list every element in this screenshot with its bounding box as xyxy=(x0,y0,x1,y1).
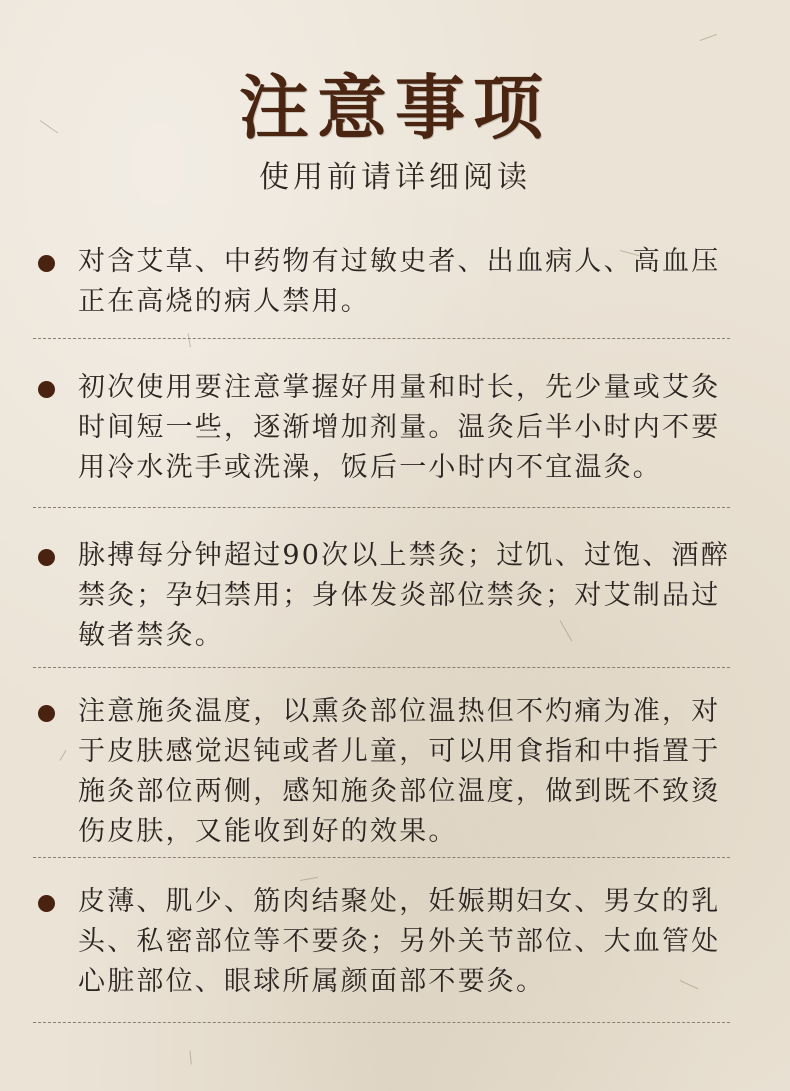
bullet-icon xyxy=(38,705,55,722)
notice-item xyxy=(38,882,738,1002)
paper-fiber xyxy=(700,34,717,41)
notice-text: 皮薄、肌少、筋肉结聚处，妊娠期妇女、男女的乳头、私密部位等不要灸；另外关节部位、大血管处心脏部位、眼球所属颜面部不要灸。 xyxy=(78,886,721,997)
notice-item xyxy=(38,368,738,488)
notice-text: 初次使用要注意掌握好用量和时长，先少量或艾灸时间短一些，逐渐增加剂量。温灸后半小时内不要用冷水洗手或洗澡，饭后一小时内不宜温灸。 xyxy=(78,372,721,483)
bullet-icon xyxy=(38,381,55,398)
page-subtitle: 使用前请详细阅读 xyxy=(259,160,531,195)
divider xyxy=(33,507,730,508)
bullet-icon xyxy=(38,895,55,912)
paper-fiber xyxy=(300,877,318,881)
bullet-icon xyxy=(38,255,55,272)
divider xyxy=(33,667,730,668)
notice-item xyxy=(38,242,738,322)
notice-item xyxy=(38,536,738,656)
notice-text: 注意施灸温度，以熏灸部位温热但不灼痛为准，对于皮肤感觉迟钝或者儿童，可以用食指和中指置于施灸部位两侧，感知施灸部位温度，做到既不致烫伤皮肤，又能收到好的效果。 xyxy=(78,696,721,847)
paper-fiber xyxy=(188,333,191,347)
notice-text: 对含艾草、中药物有过敏史者、出血病人、高血压正在高烧的病人禁用。 xyxy=(78,246,721,317)
divider xyxy=(33,338,730,339)
divider xyxy=(33,1022,730,1023)
paper-fiber xyxy=(190,1050,192,1064)
bullet-icon xyxy=(38,549,55,566)
notice-item xyxy=(38,692,738,852)
page-title: 注意事项 xyxy=(239,66,551,149)
notice-text: 脉搏每分钟超过90次以上禁灸；过饥、过饱、酒醉禁灸；孕妇禁用；身体发炎部位禁灸；对艾制品过敏者禁灸。 xyxy=(78,540,730,651)
divider xyxy=(33,857,730,858)
